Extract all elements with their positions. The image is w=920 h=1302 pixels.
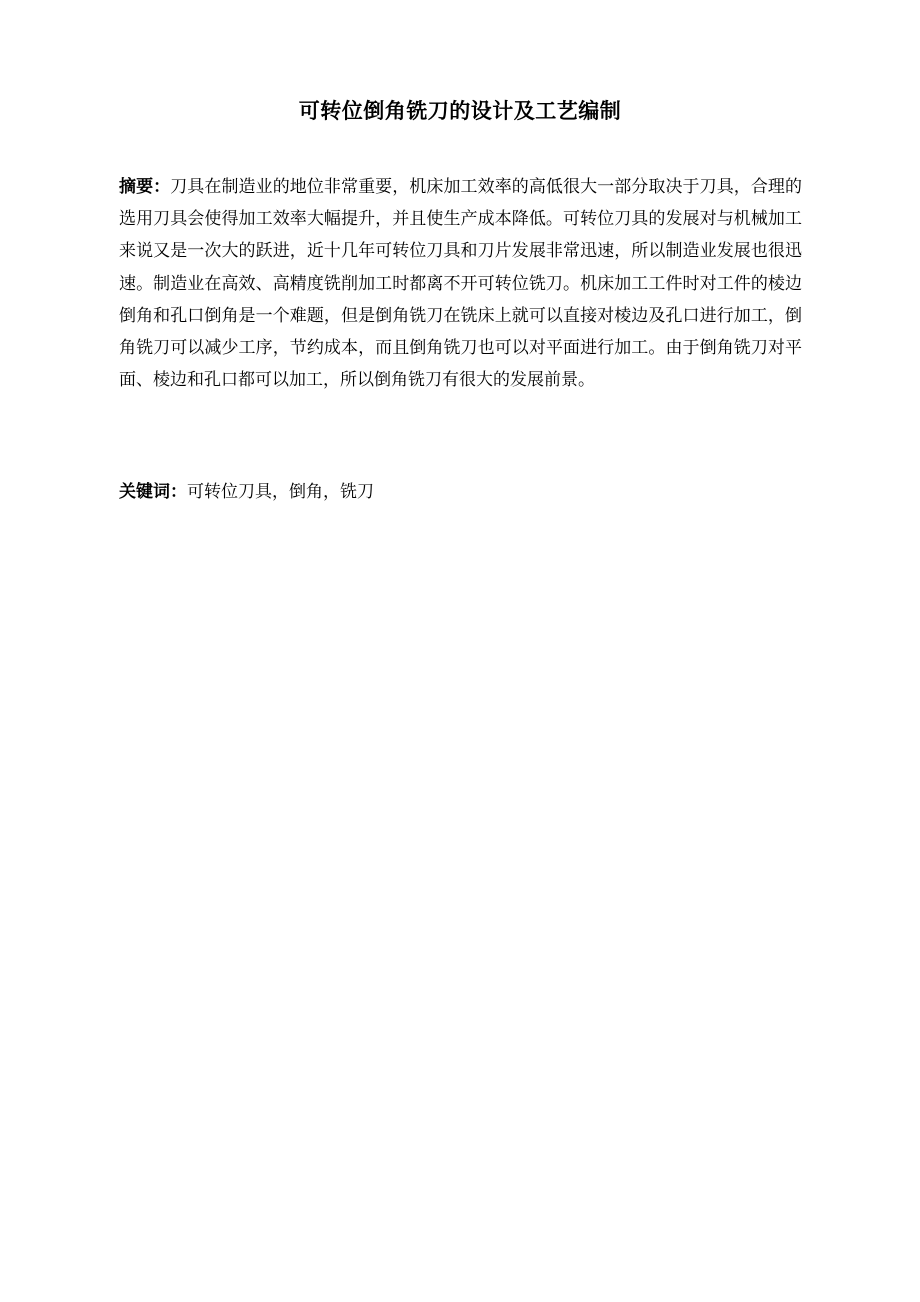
- keywords-text: 可转位刀具，倒角，铣刀: [187, 482, 374, 502]
- keywords-line: [119, 476, 802, 508]
- abstract-label: 摘要：: [119, 177, 171, 197]
- document-title: 可转位倒角铣刀的设计及工艺编制: [298, 99, 622, 123]
- abstract-text: 刀具在制造业的地位非常重要，机床加工效率的高低很大一部分取决于刀具，合理的选用刀具会使得加工效率大幅提升，并且使生产成本降低。可转位刀具的发展对与机械加工来说又是一次大的跃进，近十几年可转位刀具和刀片发展非常迅速，所以制造业发展也很迅速。制造业在高效、高精度铣削加工时都离不开可转位铣刀。机床加工工件时对工件的棱边倒角和孔口倒角是一个难题，但是倒角铣刀在铣床上就可以直接对棱边及孔口进行加工，倒角铣刀可以减少工序，节约成本，而且倒角铣刀也可以对平面进行加工。由于倒角铣刀对平面、棱边和孔口都可以加工，所以倒角铣刀有很大的发展前景。: [119, 177, 803, 391]
- abstract-paragraph: [119, 171, 802, 396]
- keywords-label: 关键词：: [119, 482, 187, 502]
